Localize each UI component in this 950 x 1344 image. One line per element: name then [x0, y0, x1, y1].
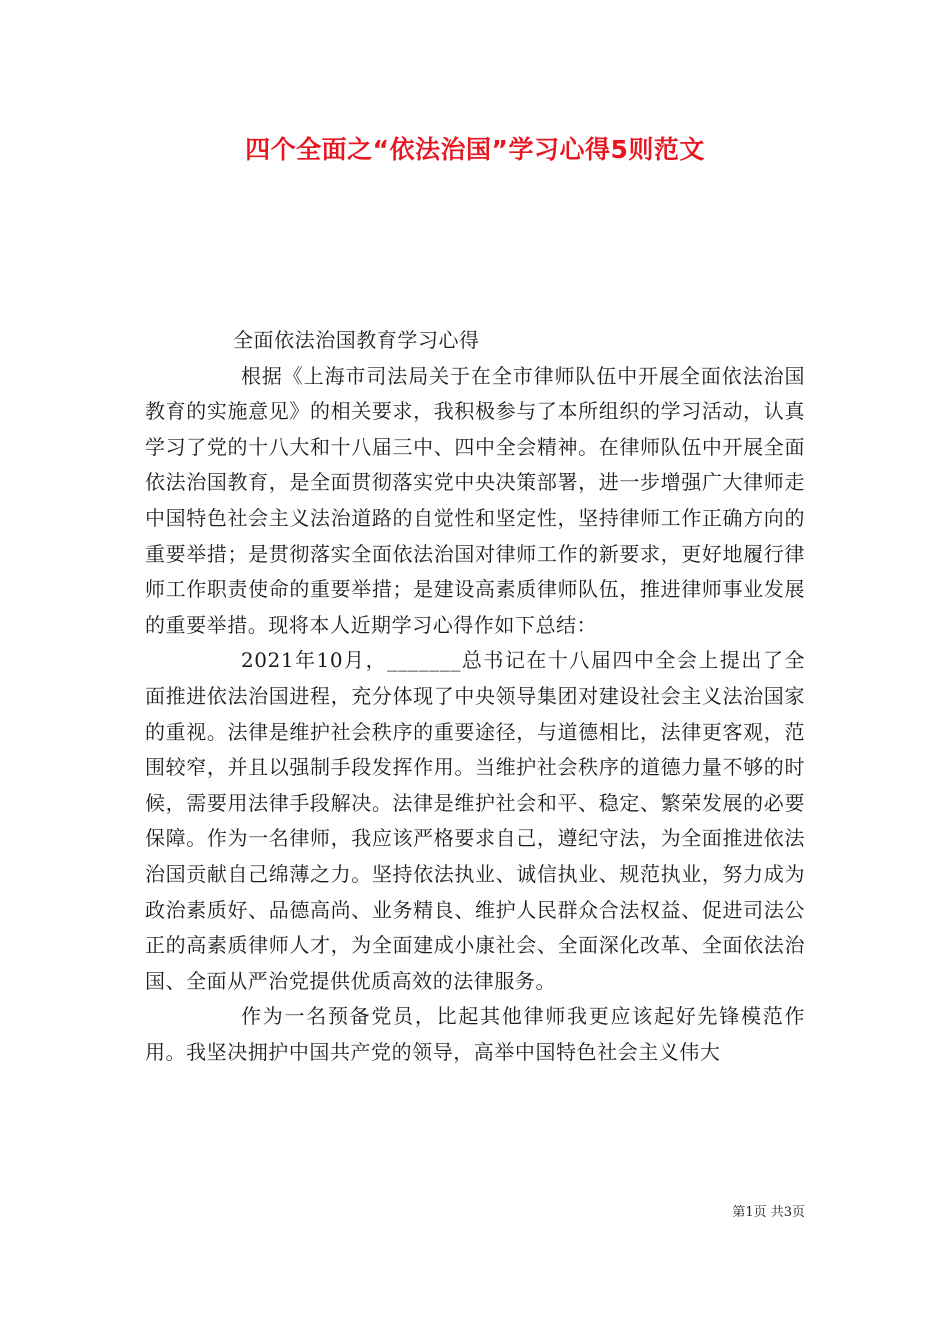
document-body — [145, 323, 805, 1070]
document-title: 四个全面之“依法治国”学习心得5则范文 — [245, 135, 705, 164]
section-heading: 全面依法治国教育学习心得 — [233, 328, 480, 352]
paragraph-3: 作为一名预备党员，比起其他律师我更应该起好先锋模范作用。我坚决拥护中国共产党的领导，高举中国特色社会主义伟大 — [145, 1004, 805, 1064]
paragraph-1: 根据《上海市司法局关于在全市律师队伍中开展全面依法治国教育的实施意见》的相关要求，我积极参与了本所组织的学习活动，认真学习了党的十八大和十八届三中、四中全会精神。在律师队伍中开展全面依法治国教育，是全面贯彻落实党中央决策部署，进一步增强广大律师走中国特色社会主义法治道路的自觉性和坚定性，坚持律师工作正确方向的重要举措；是贯彻落实全面依法治国对律师工作的新要求，更好地履行律师工作职责使命的重要举措；是建设高素质律师队伍，推进律师事业发展的重要举措。现将本人近期学习心得作如下总结： — [145, 363, 805, 637]
paragraph-2: 2021年10月，_______总书记在十八届四中全会上提出了全面推进依法治国进程，充分体现了中央领导集团对建设社会主义法治国家的重视。法律是维护社会秩序的重要途径，与道德相比，法律更客观，范围较窄，并且以强制手段发挥作用。当维护社会秩序的道德力量不够的时候，需要用法律手段解决。法律是维护社会和平、稳定、繁荣发展的必要保障。作为一名律师，我应该严格要求自己，遵纪守法，为全面推进依法治国贡献自己绵薄之力。坚持依法执业、诚信执业、规范执业，努力成为政治素质好、品德高尚、业务精良、维护人民群众合法权益、促进司法公正的高素质律师人才，为全面建成小康社会、全面深化改革、全面依法治国、全面从严治党提供优质高效的法律服务。 — [145, 648, 805, 993]
page-number: 第1页 共3页 — [732, 1205, 805, 1220]
